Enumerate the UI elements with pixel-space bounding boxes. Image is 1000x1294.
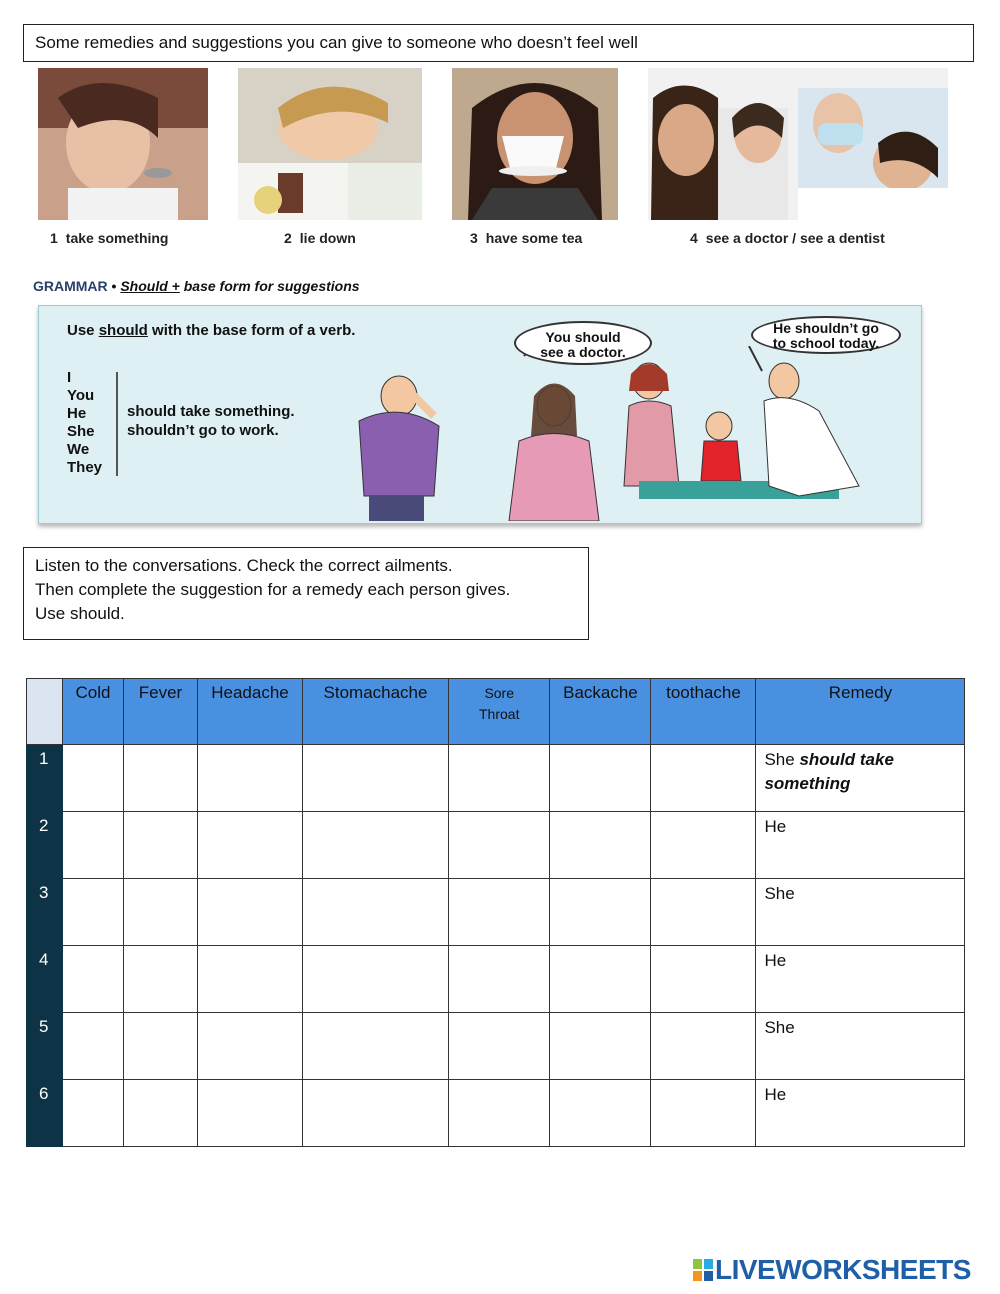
checkbox-cell[interactable] bbox=[550, 745, 651, 812]
checkbox-cell[interactable] bbox=[449, 1013, 550, 1080]
table-row bbox=[27, 1080, 965, 1147]
verb-examples: should take something. shouldn’t go to work. bbox=[127, 403, 295, 439]
speech-bubble-doctor-advice: You should see a doctor. bbox=[514, 321, 652, 365]
checkbox-cell[interactable] bbox=[198, 745, 303, 812]
checkbox-cell[interactable] bbox=[651, 879, 756, 946]
header-cold: Cold bbox=[63, 679, 124, 745]
row-number: 6 bbox=[27, 1080, 63, 1147]
remedy-answer: should take something bbox=[764, 750, 894, 793]
row-number: 1 bbox=[27, 745, 63, 812]
intro-text: Some remedies and suggestions you can give to someone who doesn’t feel well bbox=[35, 33, 638, 52]
checkbox-cell[interactable] bbox=[651, 812, 756, 879]
checkbox-cell[interactable] bbox=[651, 745, 756, 812]
intro-box bbox=[23, 24, 974, 62]
speech-bubble-school-advice: He shouldn’t go to school today. bbox=[751, 316, 901, 354]
checkbox-cell[interactable] bbox=[449, 812, 550, 879]
checkbox-cell[interactable] bbox=[449, 879, 550, 946]
table-row bbox=[27, 1013, 965, 1080]
checkbox-cell[interactable] bbox=[651, 1013, 756, 1080]
checkbox-cell[interactable] bbox=[198, 812, 303, 879]
instruction-line: Listen to the conversations. Check the correct ailments. bbox=[35, 556, 453, 575]
photo-have-some-tea bbox=[452, 68, 618, 220]
ailments-table bbox=[26, 678, 965, 1147]
table-row bbox=[27, 812, 965, 879]
header-headache: Headache bbox=[198, 679, 303, 745]
checkbox-cell[interactable] bbox=[63, 745, 124, 812]
header-fever: Fever bbox=[124, 679, 198, 745]
instruction-line: Use should. bbox=[35, 604, 125, 623]
remedy-cell[interactable]: She should take something bbox=[756, 745, 965, 812]
checkbox-cell[interactable] bbox=[303, 812, 449, 879]
photo-lie-down bbox=[238, 68, 422, 220]
row-number: 5 bbox=[27, 1013, 63, 1080]
grammar-title: GRAMMAR • Should + base form for suggestions bbox=[33, 278, 360, 294]
checkbox-cell[interactable] bbox=[550, 812, 651, 879]
checkbox-cell[interactable] bbox=[124, 812, 198, 879]
checkbox-cell[interactable] bbox=[550, 1080, 651, 1147]
table-row bbox=[27, 879, 965, 946]
remedy-cell[interactable]: She bbox=[756, 879, 965, 946]
checkbox-cell[interactable] bbox=[124, 1080, 198, 1147]
checkbox-cell[interactable] bbox=[198, 946, 303, 1013]
checkbox-cell[interactable] bbox=[198, 879, 303, 946]
caption-1: 1 take something bbox=[50, 230, 169, 246]
checkbox-cell[interactable] bbox=[63, 812, 124, 879]
row-number: 4 bbox=[27, 946, 63, 1013]
instructions-box bbox=[23, 547, 589, 640]
checkbox-cell[interactable] bbox=[449, 745, 550, 812]
grammar-rule: Use should with the base form of a verb. bbox=[67, 322, 356, 339]
header-backache: Backache bbox=[550, 679, 651, 745]
checkbox-cell[interactable] bbox=[651, 1080, 756, 1147]
checkbox-cell[interactable] bbox=[449, 946, 550, 1013]
header-toothache: toothache bbox=[651, 679, 756, 745]
checkbox-cell[interactable] bbox=[550, 879, 651, 946]
checkbox-cell[interactable] bbox=[303, 745, 449, 812]
checkbox-cell[interactable] bbox=[449, 1080, 550, 1147]
checkbox-cell[interactable] bbox=[550, 1013, 651, 1080]
liveworksheets-logo[interactable]: LIVEWORKSHEETS bbox=[693, 1254, 971, 1286]
row-number: 3 bbox=[27, 879, 63, 946]
checkbox-cell[interactable] bbox=[303, 1013, 449, 1080]
checkbox-cell[interactable] bbox=[63, 1013, 124, 1080]
corner-cell bbox=[27, 679, 63, 745]
checkbox-cell[interactable] bbox=[550, 946, 651, 1013]
checkbox-cell[interactable] bbox=[124, 879, 198, 946]
remedy-cell[interactable]: He bbox=[756, 946, 965, 1013]
caption-3: 3 have some tea bbox=[470, 230, 583, 246]
instruction-line: Then complete the suggestion for a remedy each person gives. bbox=[35, 580, 511, 599]
header-remedy: Remedy bbox=[756, 679, 965, 745]
row-number: 2 bbox=[27, 812, 63, 879]
grammar-panel bbox=[38, 305, 922, 524]
caption-2: 2 lie down bbox=[284, 230, 356, 246]
remedy-cell[interactable]: He bbox=[756, 1080, 965, 1147]
checkbox-cell[interactable] bbox=[303, 1080, 449, 1147]
checkbox-cell[interactable] bbox=[124, 946, 198, 1013]
checkbox-cell[interactable] bbox=[124, 745, 198, 812]
pronoun-list: I You He She We They bbox=[67, 369, 103, 476]
table-row bbox=[27, 946, 965, 1013]
table-row bbox=[27, 745, 965, 812]
checkbox-cell[interactable] bbox=[63, 879, 124, 946]
caption-4: 4 see a doctor / see a dentist bbox=[690, 230, 885, 246]
remedy-cell[interactable]: She bbox=[756, 1013, 965, 1080]
checkbox-cell[interactable] bbox=[63, 946, 124, 1013]
checkbox-cell[interactable] bbox=[124, 1013, 198, 1080]
checkbox-cell[interactable] bbox=[198, 1013, 303, 1080]
grammar-illustration bbox=[339, 346, 919, 521]
header-stomachache: Stomachache bbox=[303, 679, 449, 745]
checkbox-cell[interactable] bbox=[63, 1080, 124, 1147]
checkbox-cell[interactable] bbox=[198, 1080, 303, 1147]
photo-see-a-doctor-dentist bbox=[648, 68, 948, 220]
table-header-row bbox=[27, 679, 965, 745]
photo-take-something bbox=[38, 68, 208, 220]
remedy-cell[interactable]: He bbox=[756, 812, 965, 879]
checkbox-cell[interactable] bbox=[303, 879, 449, 946]
checkbox-cell[interactable] bbox=[303, 946, 449, 1013]
header-sore-throat: Sore Throat bbox=[449, 679, 550, 745]
checkbox-cell[interactable] bbox=[651, 946, 756, 1013]
pronoun-divider bbox=[116, 372, 118, 476]
liveworksheets-icon bbox=[693, 1259, 713, 1281]
